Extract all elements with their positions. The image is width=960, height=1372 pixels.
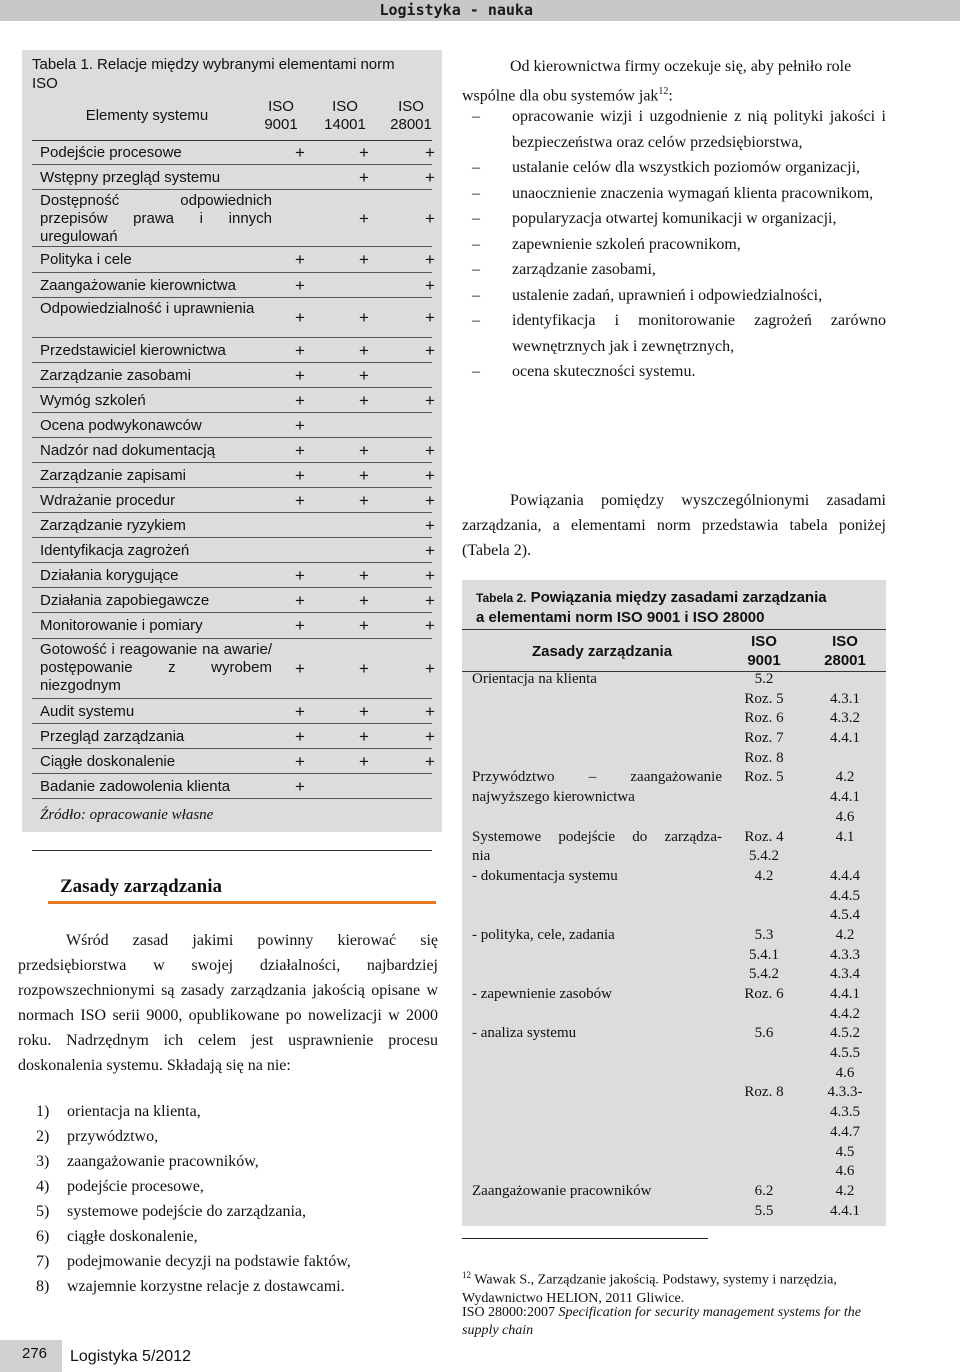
footnote-iso: ISO 28000:2007 Specification for security management systems for the supply chain — [462, 1305, 861, 1338]
t2-cell: - analiza systemu — [472, 1025, 577, 1042]
row-label: Wstępny przegląd systemu — [40, 168, 221, 186]
plus-mark: + — [359, 250, 369, 269]
t2-cell — [472, 946, 722, 966]
plus-mark: + — [295, 490, 305, 510]
right-intro-text: Od kierownictwa firmy oczekuje się, aby pełniło role wspólne dla obu systemów jak — [462, 58, 852, 105]
plus-mark: + — [425, 565, 435, 585]
plus-mark: + — [425, 490, 435, 510]
table-row — [32, 563, 435, 588]
t2-cell: 4.6 — [835, 808, 855, 825]
plus-mark: + — [359, 390, 369, 410]
t2-cell: - zapewnienie zasobów — [472, 986, 612, 1002]
t2-cell: Systemowe podejście do zarządza- — [472, 828, 722, 845]
list-item: 4) podejście procesowe, — [36, 1178, 204, 1195]
plus-mark: + — [359, 616, 369, 635]
row-label: Podejście procesowe — [40, 143, 182, 161]
t2-head-iso28001: ISO 28001 — [824, 633, 866, 669]
principles-list — [36, 1099, 351, 1299]
right-paragraph-2 — [462, 488, 886, 563]
list-item: – popularyzacja otwartej komunikacji w organizacji, — [472, 210, 837, 227]
t2-cell — [472, 808, 722, 828]
table-row — [32, 513, 435, 538]
t2-cell: 4.4.1 — [830, 1202, 860, 1219]
plus-mark: + — [295, 340, 305, 360]
plus-mark: + — [425, 465, 435, 485]
right-paragraph-2-text: Powiązania pomiędzy wyszczególnionymi zasadami zarządzania, a elementami norm przedstawia tabela poniżej (Tabela 2). — [462, 492, 886, 559]
t2-cell — [472, 906, 722, 926]
table-1-source: Źródło: opracowanie własne — [40, 807, 214, 823]
plus-mark: + — [295, 659, 305, 678]
table-row — [32, 639, 435, 699]
table-2-label: Tabela 2. — [476, 591, 527, 605]
table-row — [32, 699, 435, 724]
left-paragraph — [18, 928, 438, 1078]
t2-cell — [472, 1202, 722, 1222]
list-item: – zarządzanie zasobami, — [472, 261, 656, 278]
row-label: Dostępność odpowiednich przepisów prawa i innych uregulowań — [40, 192, 272, 245]
t2-cell — [814, 749, 876, 769]
plus-mark: + — [359, 440, 369, 460]
t2-cell: 4.1 — [835, 828, 855, 845]
plus-mark: + — [425, 250, 435, 269]
t2-cell: nia — [472, 848, 491, 865]
t2-cell — [734, 1162, 794, 1182]
plus-mark: + — [359, 340, 369, 360]
col-head-iso9001-b: 9001 — [264, 116, 298, 133]
plus-mark: + — [295, 415, 305, 435]
table-2-header — [462, 629, 886, 672]
plus-mark: + — [359, 142, 369, 162]
row-label: Wdrażanie procedur — [40, 491, 176, 509]
row-label: Badanie zadowolenia klienta — [40, 777, 231, 795]
table-1 — [22, 50, 442, 832]
t2-cell: Roz. 4 — [744, 828, 784, 845]
t2-cell — [472, 1044, 722, 1064]
table-row — [32, 774, 432, 799]
t2-cell: 5.4.1 — [749, 946, 779, 963]
t2-cell: 4.6 — [835, 1163, 855, 1180]
table-row — [32, 463, 435, 488]
page-header — [0, 0, 960, 21]
t2-cell — [472, 1162, 722, 1182]
roles-list — [462, 104, 886, 385]
row-label: Zarządzanie zasobami — [40, 366, 191, 384]
plus-mark: + — [425, 308, 435, 327]
plus-mark: + — [425, 515, 435, 535]
t2-cell: Roz. 6 — [744, 986, 784, 1002]
list-item: – ocena skuteczności systemu. — [472, 363, 696, 380]
col-head-elements: Elementy systemu — [85, 107, 209, 124]
plus-mark: + — [425, 440, 435, 460]
plus-mark: + — [359, 308, 369, 327]
t2-cell: - dokumentacja systemu — [472, 867, 618, 884]
right-intro-end: : — [668, 87, 673, 105]
page-number: 276 — [22, 1345, 48, 1362]
plus-mark: + — [359, 659, 369, 678]
list-item: 3) zaangażowanie pracowników, — [36, 1153, 259, 1170]
t2-cell — [734, 906, 794, 926]
plus-mark: + — [359, 167, 369, 187]
t2-cell: 4.3.5 — [830, 1104, 860, 1121]
t2-cell — [734, 887, 794, 907]
t2-cell: 4.3.3 — [830, 946, 860, 963]
row-label: Działania korygujące — [40, 566, 179, 584]
plus-mark: + — [425, 659, 435, 678]
plus-mark: + — [295, 726, 305, 746]
plus-mark: + — [425, 208, 435, 228]
table-row — [32, 488, 435, 513]
plus-mark: + — [425, 275, 435, 295]
t2-cell: 5.4.2 — [749, 966, 779, 983]
plus-mark: + — [425, 616, 435, 635]
row-label: Zarządzanie zapisami — [40, 466, 186, 484]
table-row — [32, 613, 435, 639]
list-item: – ustalanie celów dla wszystkich poziomów organizacji, — [472, 159, 861, 176]
col-head-iso28001-b: 28001 — [390, 116, 432, 133]
table-2-caption-1: Powiązania między zasadami zarządzania — [530, 589, 827, 606]
row-label: Odpowiedzialność i uprawnienia — [40, 300, 255, 317]
col-head-iso14001-a: ISO — [332, 98, 358, 115]
plus-mark: + — [425, 751, 435, 771]
t2-cell — [734, 1044, 794, 1064]
t2-cell — [472, 690, 722, 710]
plus-mark: + — [359, 565, 369, 585]
t2-cell: 6.2 — [754, 1182, 774, 1199]
heading-underline — [48, 901, 436, 904]
t2-cell — [472, 1143, 722, 1163]
left-paragraph-text: Wśród zasad jakimi powinny kierować się przedsiębiorstwa w swojej działalności, najbardziej rozpowszechnionymi są zasady zarządzania jakością opisane w normach ISO serii 9000, opublikowane po nowelizacji w 2000 roku. Nadrzędnym ich celem jest usprawnienie procesu doskonalenia systemu. Składają się na nie: — [18, 932, 438, 1074]
plus-mark: + — [295, 616, 305, 635]
col-head-iso28001-a: ISO — [398, 98, 424, 115]
row-label: Zarządzanie ryzykiem — [40, 516, 186, 534]
t2-cell — [734, 1064, 794, 1084]
plus-mark: + — [295, 390, 305, 410]
t2-cell: Roz. 5 — [744, 690, 784, 707]
plus-mark: + — [359, 208, 369, 228]
t2-cell: Roz. 8 — [744, 749, 784, 766]
t2-col-iso28001 — [814, 670, 876, 1221]
list-item: – identyfikacja i monitorowanie zagrożeń zarówno wewnętrznych jak i zewnętrznych, — [472, 312, 886, 355]
t2-head-iso9001: ISO 9001 — [747, 633, 781, 669]
t2-cell — [734, 808, 794, 828]
t2-head-principles: Zasady zarządzania — [531, 643, 673, 660]
table-row — [32, 140, 435, 165]
t2-cell: najwyższego kierownictwa — [472, 789, 635, 806]
table-row — [32, 298, 435, 338]
t2-cell: 5.5 — [754, 1202, 774, 1219]
header-title: Logistyka - nauka — [379, 1, 533, 19]
t2-cell — [472, 749, 722, 769]
right-intro — [462, 54, 886, 108]
row-label: Audit systemu — [40, 702, 135, 720]
t2-cell — [734, 1103, 794, 1123]
t2-cell: 4.3.2 — [830, 710, 860, 727]
t2-cell: 4.4.1 — [830, 789, 860, 806]
t2-cell — [472, 729, 722, 749]
row-label: Monitorowanie i pomiary — [40, 617, 203, 634]
plus-mark: + — [359, 465, 369, 485]
t2-cell: 4.5.4 — [830, 907, 860, 924]
plus-mark: + — [359, 490, 369, 510]
t2-cell: 4.4.7 — [830, 1123, 860, 1140]
plus-mark: + — [295, 751, 305, 771]
list-item: – opracowanie wizji i uzgodnienie z nią polityki jakości i bezpieczeństwa oraz celów przedsiębiorstwa, — [472, 108, 886, 151]
journal-name: Logistyka 5/2012 — [70, 1348, 191, 1365]
row-label: Ciągłe doskonalenie — [40, 752, 176, 770]
footnote-12: $^{12}$ Wawak S., Zarządzanie jakością. Podstawy, systemy i narzędzia, Wydawnictwo HELION, 2011 Gliwice. — [462, 1270, 837, 1306]
plus-mark: + — [295, 565, 305, 585]
plus-mark: + — [295, 465, 305, 485]
table-2-caption-2: a elementami norm ISO 9001 i ISO 28000 — [476, 609, 765, 626]
plus-mark: + — [425, 701, 435, 721]
table-row — [32, 338, 435, 363]
t2-cell: 4.3.1 — [830, 690, 860, 707]
t2-col-iso9001 — [734, 670, 794, 1221]
t2-cell — [472, 965, 722, 985]
plus-mark: + — [359, 365, 369, 385]
plus-mark: + — [295, 275, 305, 295]
t2-cell: 4.3.3- — [827, 1084, 863, 1101]
col-head-iso9001-a: ISO — [268, 98, 294, 115]
list-item: 8) wzajemnie korzystne relacje z dostawcami. — [36, 1278, 345, 1295]
t2-cell: 5.4.2 — [749, 848, 779, 865]
t2-cell: Roz. 6 — [744, 710, 784, 727]
table-row — [32, 165, 435, 190]
plus-mark: + — [295, 701, 305, 721]
t2-cell: Orientacja na klienta — [472, 671, 597, 687]
list-item: 1) orientacja na klienta, — [36, 1103, 201, 1120]
plus-mark: + — [359, 726, 369, 746]
plus-mark: + — [295, 142, 305, 162]
t2-cell: 5.6 — [754, 1025, 774, 1042]
t2-cell: Roz. 7 — [744, 730, 784, 747]
t2-cell — [472, 1103, 722, 1123]
t2-cell: 4.2 — [835, 926, 855, 943]
col-head-iso14001 — [320, 98, 370, 134]
plus-mark: + — [425, 167, 435, 187]
t2-cell: - polityka, cele, zadania — [472, 926, 615, 943]
plus-mark: + — [425, 142, 435, 162]
footnote-rule — [462, 1238, 708, 1239]
table-row — [32, 413, 432, 438]
table-row — [32, 724, 435, 749]
t2-cell — [472, 709, 722, 729]
t2-cell: 4.5 — [835, 1143, 855, 1160]
row-label: Nadzór nad dokumentacją — [40, 441, 216, 459]
table-2 — [462, 580, 886, 1226]
plus-mark: + — [359, 701, 369, 721]
row-label: Zaangażowanie kierownictwa — [40, 276, 236, 294]
t2-cell: Zaangażowanie pracowników — [472, 1182, 652, 1199]
row-label: Polityka i cele — [40, 251, 132, 268]
plus-mark: + — [295, 440, 305, 460]
plus-mark: + — [425, 540, 435, 560]
table-2-caption — [476, 588, 827, 627]
col-head-iso9001 — [258, 98, 304, 134]
list-item: 5) systemowe podejście do zarządzania, — [36, 1203, 307, 1220]
list-item: 7) podejmowanie decyzji na podstawie faktów, — [36, 1253, 351, 1270]
t2-cell: 4.4.2 — [830, 1005, 860, 1022]
table-row — [32, 538, 435, 563]
plus-mark: + — [295, 776, 305, 796]
t2-cell: Przywództwo – zaangażowanie — [472, 769, 722, 786]
t2-cell: 4.3.4 — [830, 966, 860, 983]
list-item: 6) ciągłe doskonalenie, — [36, 1228, 198, 1245]
row-label: Przegląd zarządzania — [40, 727, 185, 745]
row-label: Wymóg szkoleń — [40, 391, 146, 409]
t2-cell: 4.2 — [835, 1182, 855, 1199]
plus-mark: + — [295, 308, 305, 327]
col-head-iso14001-b: 14001 — [324, 116, 366, 133]
t2-cell: 4.6 — [835, 1064, 855, 1081]
t2-cell — [472, 1064, 722, 1084]
section-heading: Zasady zarządzania — [60, 876, 223, 897]
plus-mark: + — [425, 390, 435, 410]
table-row — [32, 588, 435, 613]
list-item: – ustalenie zadań, uprawnień i odpowiedzialności, — [472, 286, 823, 304]
plus-mark: + — [359, 590, 369, 610]
row-label: Działania zapobiegawcze — [40, 591, 210, 609]
t2-cell: 4.4.5 — [830, 887, 860, 904]
t2-cell — [472, 887, 722, 907]
list-item: 2) przywództwo, — [36, 1128, 159, 1145]
plus-mark: + — [425, 340, 435, 360]
t2-cell: 4.4.1 — [830, 986, 860, 1002]
table-row — [32, 273, 435, 298]
table-row — [32, 363, 432, 388]
t2-cell — [734, 788, 794, 808]
row-label: Ocena podwykonawców — [40, 416, 202, 434]
t2-cell — [472, 1005, 722, 1025]
t2-cell — [734, 1143, 794, 1163]
plus-mark: + — [425, 726, 435, 746]
plus-mark: + — [295, 365, 305, 385]
table-row — [32, 749, 435, 774]
t2-cell: 4.5.2 — [830, 1025, 860, 1042]
t2-cell: 5.2 — [754, 671, 774, 687]
table-row — [32, 388, 435, 413]
t2-cell: 4.2 — [754, 867, 774, 884]
t2-cell — [734, 1123, 794, 1143]
t2-cell — [734, 1005, 794, 1025]
plus-mark: + — [425, 590, 435, 610]
table-row — [32, 247, 435, 273]
row-label: Identyfikacja zagrożeń — [40, 541, 190, 559]
list-item: – zapewnienie szkoleń pracownikom, — [472, 235, 741, 253]
t2-cell: Roz. 5 — [744, 769, 784, 786]
col-head-iso28001 — [386, 98, 436, 134]
table-row — [32, 438, 435, 463]
t2-cell — [472, 1083, 722, 1103]
t2-cell: 5.3 — [754, 926, 774, 943]
t2-cell — [814, 670, 876, 690]
row-label: Gotowość i reagowanie na awarie/ postępowanie z wyrobem niezgodnym — [40, 641, 272, 694]
plus-mark: + — [295, 590, 305, 610]
table-row — [32, 190, 435, 247]
t2-cell: 4.4.4 — [830, 867, 860, 884]
t2-cell: 4.4.1 — [830, 730, 860, 747]
row-label: Przedstawiciel kierownictwa — [40, 341, 226, 359]
t2-col-principles — [472, 670, 722, 1221]
t2-cell — [472, 1123, 722, 1143]
t2-cell: Roz. 8 — [744, 1084, 784, 1101]
t2-cell: 4.2 — [835, 769, 855, 786]
plus-mark: + — [295, 250, 305, 269]
plus-mark: + — [359, 751, 369, 771]
t2-cell: 4.5.5 — [830, 1045, 860, 1062]
list-item: – unaocznienie znaczenia wymagań klienta pracownikom, — [472, 184, 874, 202]
t2-cell — [814, 847, 876, 867]
footnote-ref: 12 — [658, 86, 669, 97]
table-1-caption: Tabela 1. Relacje między wybranymi elementami norm ISO — [32, 56, 395, 92]
